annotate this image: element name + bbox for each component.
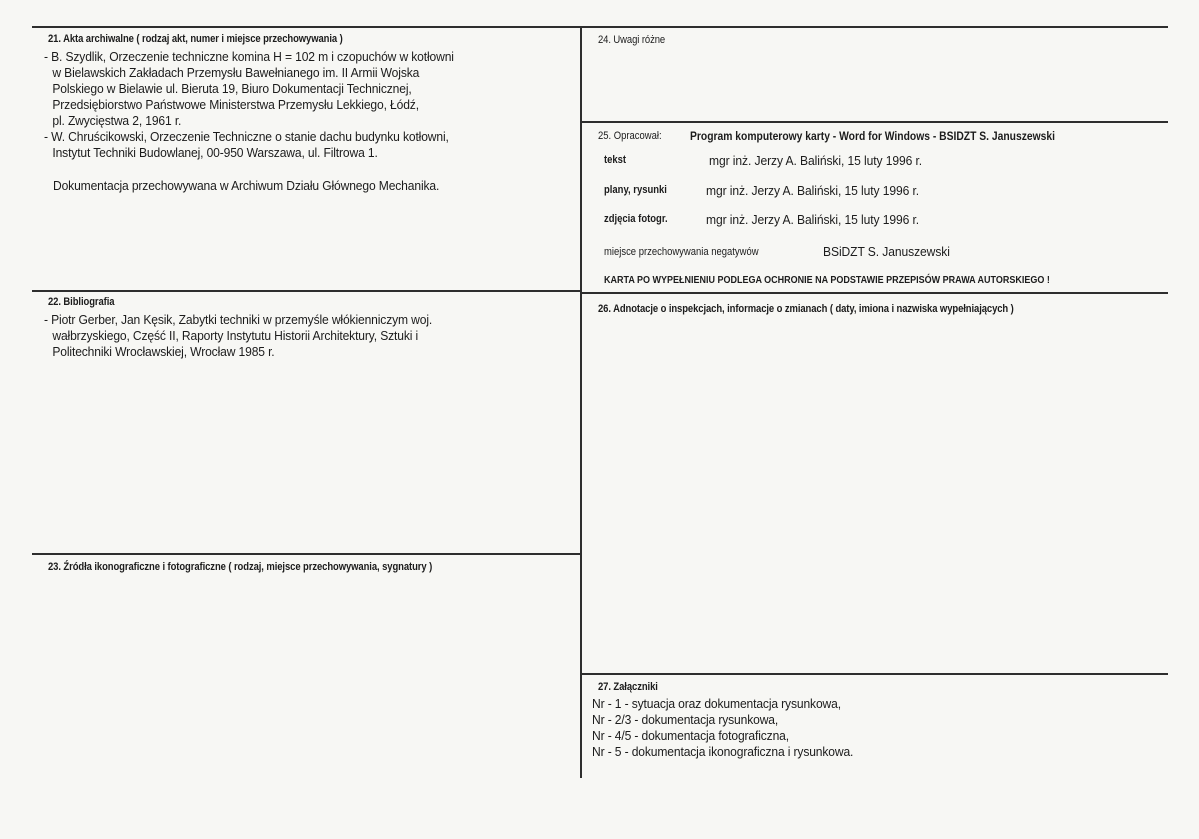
attachment-item: Nr - 4/5 - dokumentacja fotograficzna, <box>592 728 789 743</box>
attachment-item: Nr - 5 - dokumentacja ikonograficzna i rysunkowa. <box>592 744 854 759</box>
bibliography-line: - Piotr Gerber, Jan Kęsik, Zabytki techniki w przemyśle włókienniczym woj. <box>44 312 433 327</box>
attachment-item: Nr - 1 - sytuacja oraz dokumentacja rysunkowa, <box>592 696 841 711</box>
archive-line: Polskiego w Bielawie ul. Bieruta 19, Biuro Dokumentacji Technicznej, <box>52 81 412 96</box>
bibliography-line: wałbrzyskiego, Część II, Raporty Instytutu Historii Architektury, Sztuki i <box>52 328 419 343</box>
attachments-section-header: 27. Załączniki <box>598 681 658 693</box>
center-divider <box>580 26 582 778</box>
copyright-notice: KARTA PO WYPEŁNIENIU PODLEGA OCHRONIE NA PODSTAWIE PRZEPISÓW PRAWA AUTORSKIEGO ! <box>604 275 1050 286</box>
right-rule-26-27 <box>580 673 1168 675</box>
iconography-section-header: 23. Źródła ikonograficzne i fotograficzne ( rodzaj, miejsce przechowywania, sygnatury ) <box>48 561 433 573</box>
attachment-item: Nr - 2/3 - dokumentacja rysunkowa, <box>592 712 779 727</box>
right-rule-24-25 <box>580 121 1168 123</box>
prepared-text-value: mgr inż. Jerzy A. Baliński, 15 luty 1996 r. <box>709 153 923 168</box>
prepared-negatives-value: BSiDZT S. Januszewski <box>823 244 950 259</box>
archive-storage-note: Dokumentacja przechowywana w Archiwum Działu Głównego Mechanika. <box>53 178 440 193</box>
top-rule <box>32 26 1168 28</box>
archive-line: - B. Szydlik, Orzeczenie techniczne komina H = 102 m i czopuchów w kotłowni <box>44 49 454 64</box>
bibliography-line: Politechniki Wrocławskiej, Wrocław 1985 r. <box>52 344 275 359</box>
attachments-list <box>592 696 853 760</box>
archive-line: Instytut Techniki Budowlanej, 00-950 Warszawa, ul. Filtrowa 1. <box>52 145 378 160</box>
prepared-label: 25. Opracował: <box>598 130 662 142</box>
archive-section-body <box>44 49 454 161</box>
archive-line: Przedsiębiorstwo Państwowe Ministerstwa Przemysłu Lekkiego, Łódź, <box>52 97 419 112</box>
prepared-photos-label: zdjęcia fotogr. <box>604 213 668 225</box>
bibliography-section-header: 22. Bibliografia <box>48 296 115 308</box>
archive-line: - W. Chruścikowski, Orzeczenie Techniczne o stanie dachu budynku kotłowni, <box>44 129 449 144</box>
prepared-negatives-label: miejsce przechowywania negatywów <box>604 246 759 258</box>
archive-section-header: 21. Akta archiwalne ( rodzaj akt, numer i miejsce przechowywania ) <box>48 33 343 45</box>
right-rule-25-26 <box>580 292 1168 294</box>
prepared-program: Program komputerowy karty - Word for Windows - BSIDZT S. Januszewski <box>690 129 1055 143</box>
bibliography-section-body <box>44 312 432 360</box>
prepared-plans-label: plany, rysunki <box>604 184 667 196</box>
archive-line: pl. Zwycięstwa 2, 1961 r. <box>52 113 182 128</box>
left-rule-21-22 <box>32 290 582 292</box>
archive-line: w Bielawskich Zakładach Przemysłu Bawełnianego im. II Armii Wojska <box>52 65 420 80</box>
inspections-section-header: 26. Adnotacje o inspekcjach, informacje o zmianach ( daty, imiona i nazwiska wypełniających ) <box>598 303 1014 315</box>
prepared-plans-value: mgr inż. Jerzy A. Baliński, 15 luty 1996 r. <box>706 183 920 198</box>
prepared-photos-value: mgr inż. Jerzy A. Baliński, 15 luty 1996 r. <box>706 212 920 227</box>
left-rule-22-23 <box>32 553 582 555</box>
prepared-text-label: tekst <box>604 154 627 166</box>
remarks-section-header: 24. Uwagi różne <box>598 34 666 46</box>
